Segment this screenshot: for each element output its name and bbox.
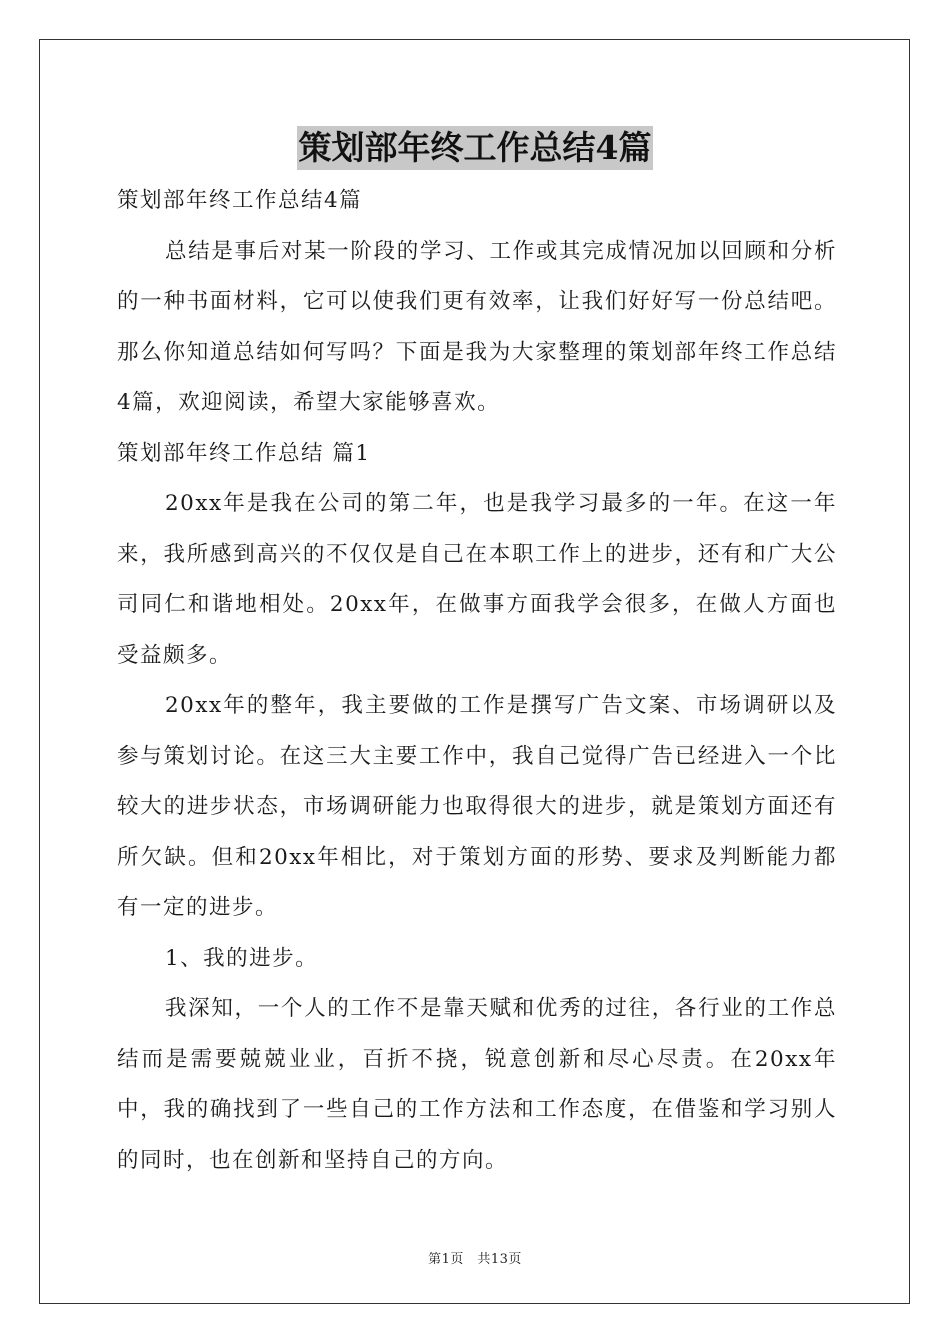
numbered-heading: 1、我的进步。 xyxy=(165,945,319,971)
body-paragraph: 20xx年的整年，我主要做的工作是撰写广告文案、市场调研以及参与策划讨论。在这三大主要工作中，我自己觉得广告已经进入一个比较大的进步状态，市场调研能力也取得很大的进步，就是策划方面还有所欠缺。但和20xx年相比，对于策划方面的形势、要求及判断能力都有一定的进步。 xyxy=(117,693,837,920)
document-body xyxy=(117,176,837,1186)
subtitle-paragraph: 策划部年终工作总结4篇 xyxy=(117,188,363,213)
intro-paragraph: 总结是事后对某一阶段的学习、工作或其完成情况加以回顾和分析的一种书面材料，它可以使我们更有效率，让我们好好写一份总结吧。那么你知道总结如何写吗？下面是我为大家整理的策划部年终工作总结4篇，欢迎阅读，希望大家能够喜欢。 xyxy=(117,238,837,415)
body-paragraph: 20xx年是我在公司的第二年，也是我学习最多的一年。在这一年来，我所感到高兴的不仅仅是自己在本职工作上的进步，还有和广大公司同仁和谐地相处。20xx年，在做事方面我学会很多，在做人方面也受益颇多。 xyxy=(117,491,837,668)
page-footer: 第1页 共13页 xyxy=(428,1252,522,1267)
body-paragraph: 我深知，一个人的工作不是靠天赋和优秀的过往，各行业的工作总结而是需要兢兢业业，百折不挠，锐意创新和尽心尽责。在20xx年中，我的确找到了一些自己的工作方法和工作态度，在借鉴和学习别人的同时，也在创新和坚持自己的方向。 xyxy=(117,996,837,1173)
document-title: 策划部年终工作总结4篇 xyxy=(297,126,654,170)
section-heading: 策划部年终工作总结 篇1 xyxy=(117,440,371,466)
title-container xyxy=(0,126,950,170)
